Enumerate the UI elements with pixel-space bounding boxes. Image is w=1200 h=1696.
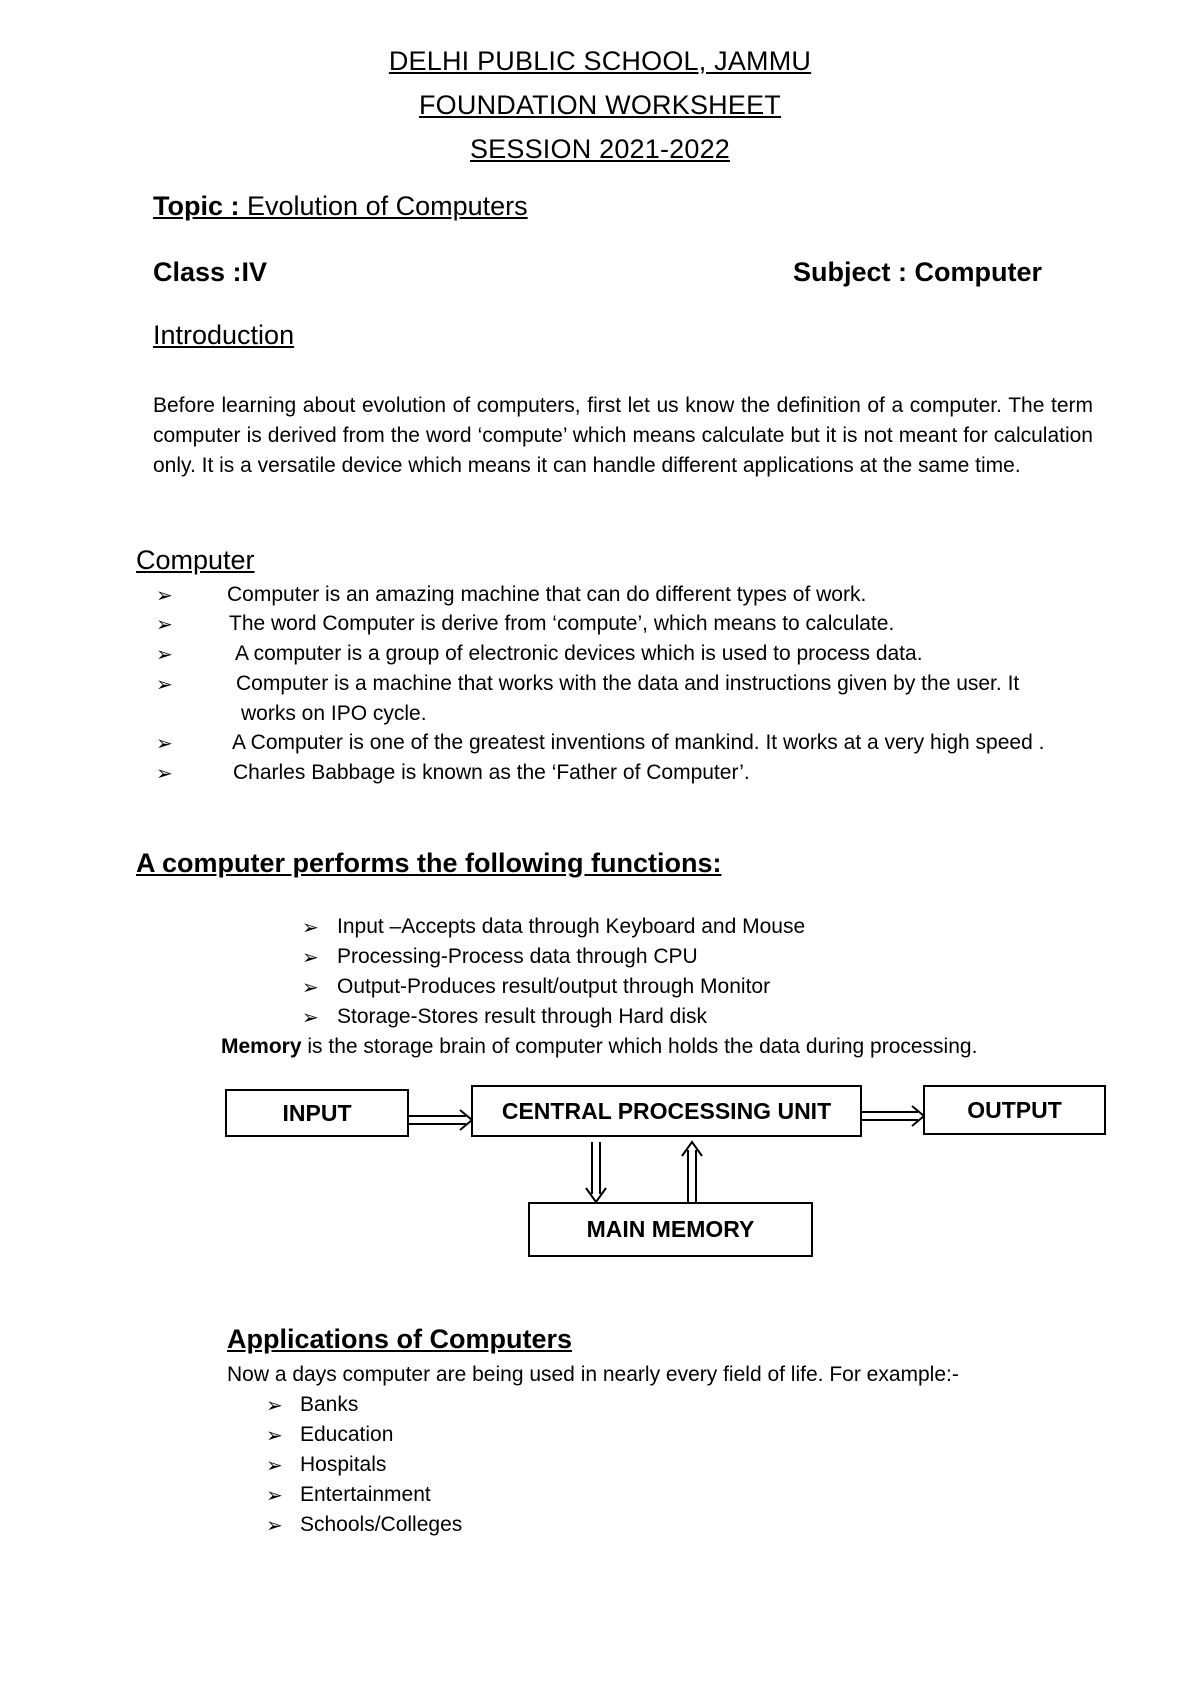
cpu-box: CENTRAL PROCESSING UNIT: [471, 1085, 862, 1137]
list-item: Schools/Colleges: [300, 1513, 463, 1536]
list-item: Charles Babbage is known as the ‘Father of Computer’.: [233, 761, 750, 784]
introduction-paragraph: Before learning about evolution of computers, first let us know the definition of a computer. The term computer is derived from the word ‘compute’ which means calculate but it is not meant for calculation only. It is a versatile device which means it can handle different applications at the same time.: [153, 394, 1093, 477]
list-item: Computer is a machine that works with the data and instructions given by the user. It: [236, 672, 1020, 695]
list-item: Output-Produces result/output through Monitor: [337, 975, 771, 998]
bullet-arrow-icon: ➢: [156, 644, 173, 666]
main-memory-box: MAIN MEMORY: [528, 1202, 813, 1257]
bullet-arrow-icon: ➢: [302, 917, 319, 939]
bullet-arrow-icon: ➢: [302, 977, 319, 999]
bullet-arrow-icon: ➢: [266, 1455, 283, 1477]
school-name: DELHI PUBLIC SCHOOL, JAMMU: [388, 46, 812, 76]
bullet-arrow-icon: ➢: [266, 1485, 283, 1507]
list-item: Entertainment: [300, 1483, 431, 1506]
list-item-continuation: works on IPO cycle.: [241, 702, 427, 725]
memory-text: is the storage brain of computer which holds the data during processing.: [301, 1035, 978, 1058]
list-item: A computer is a group of electronic devices which is used to process data.: [235, 642, 923, 665]
list-item: The word Computer is derive from ‘compute’, which means to calculate.: [229, 612, 895, 635]
class-label: Class :IV: [153, 257, 268, 287]
worksheet-title: FOUNDATION WORKSHEET: [418, 90, 781, 120]
bullet-arrow-icon: ➢: [156, 614, 173, 636]
cpu-to-memory-arrow: [586, 1142, 606, 1202]
bullet-arrow-icon: ➢: [302, 947, 319, 969]
memory-note: [221, 1032, 977, 1062]
bullet-arrow-icon: ➢: [266, 1425, 283, 1447]
bullet-arrow-icon: ➢: [156, 763, 173, 785]
list-item: Banks: [300, 1393, 359, 1416]
memory-to-cpu-arrow: [682, 1142, 702, 1202]
introduction-heading: Introduction: [153, 320, 295, 350]
list-item: Computer is an amazing machine that can do different types of work.: [227, 583, 867, 606]
topic-label: Topic :: [153, 191, 247, 221]
session-label: SESSION 2021-2022: [469, 134, 731, 164]
list-item: Hospitals: [300, 1453, 387, 1476]
functions-heading: A computer performs the following functions:: [136, 848, 722, 878]
output-box: OUTPUT: [923, 1085, 1106, 1135]
bullet-arrow-icon: ➢: [302, 1007, 319, 1029]
subject-label: Subject : Computer: [793, 257, 1043, 287]
bullet-arrow-icon: ➢: [156, 674, 173, 696]
list-item: A Computer is one of the greatest inventions of mankind. It works at a very high speed .: [232, 731, 1045, 754]
list-item: Education: [300, 1423, 394, 1446]
applications-intro: Now a days computer are being used in nearly every field of life. For example:-: [227, 1363, 959, 1386]
list-item: Input –Accepts data through Keyboard and Mouse: [337, 915, 806, 938]
cpu-to-output-arrow: [860, 1106, 924, 1126]
list-item: Storage-Stores result through Hard disk: [337, 1005, 708, 1028]
topic-value: Evolution of Computers: [247, 191, 528, 221]
topic-line: [153, 191, 528, 222]
list-item: Processing-Process data through CPU: [337, 945, 698, 968]
input-box: INPUT: [225, 1089, 409, 1137]
applications-heading: Applications of Computers: [227, 1324, 573, 1354]
input-to-cpu-arrow: [408, 1110, 472, 1130]
computer-heading: Computer: [136, 545, 255, 575]
bullet-arrow-icon: ➢: [156, 733, 173, 755]
bullet-arrow-icon: ➢: [266, 1395, 283, 1417]
bullet-arrow-icon: ➢: [156, 585, 173, 607]
memory-term: Memory: [221, 1035, 302, 1058]
bullet-arrow-icon: ➢: [266, 1515, 283, 1537]
